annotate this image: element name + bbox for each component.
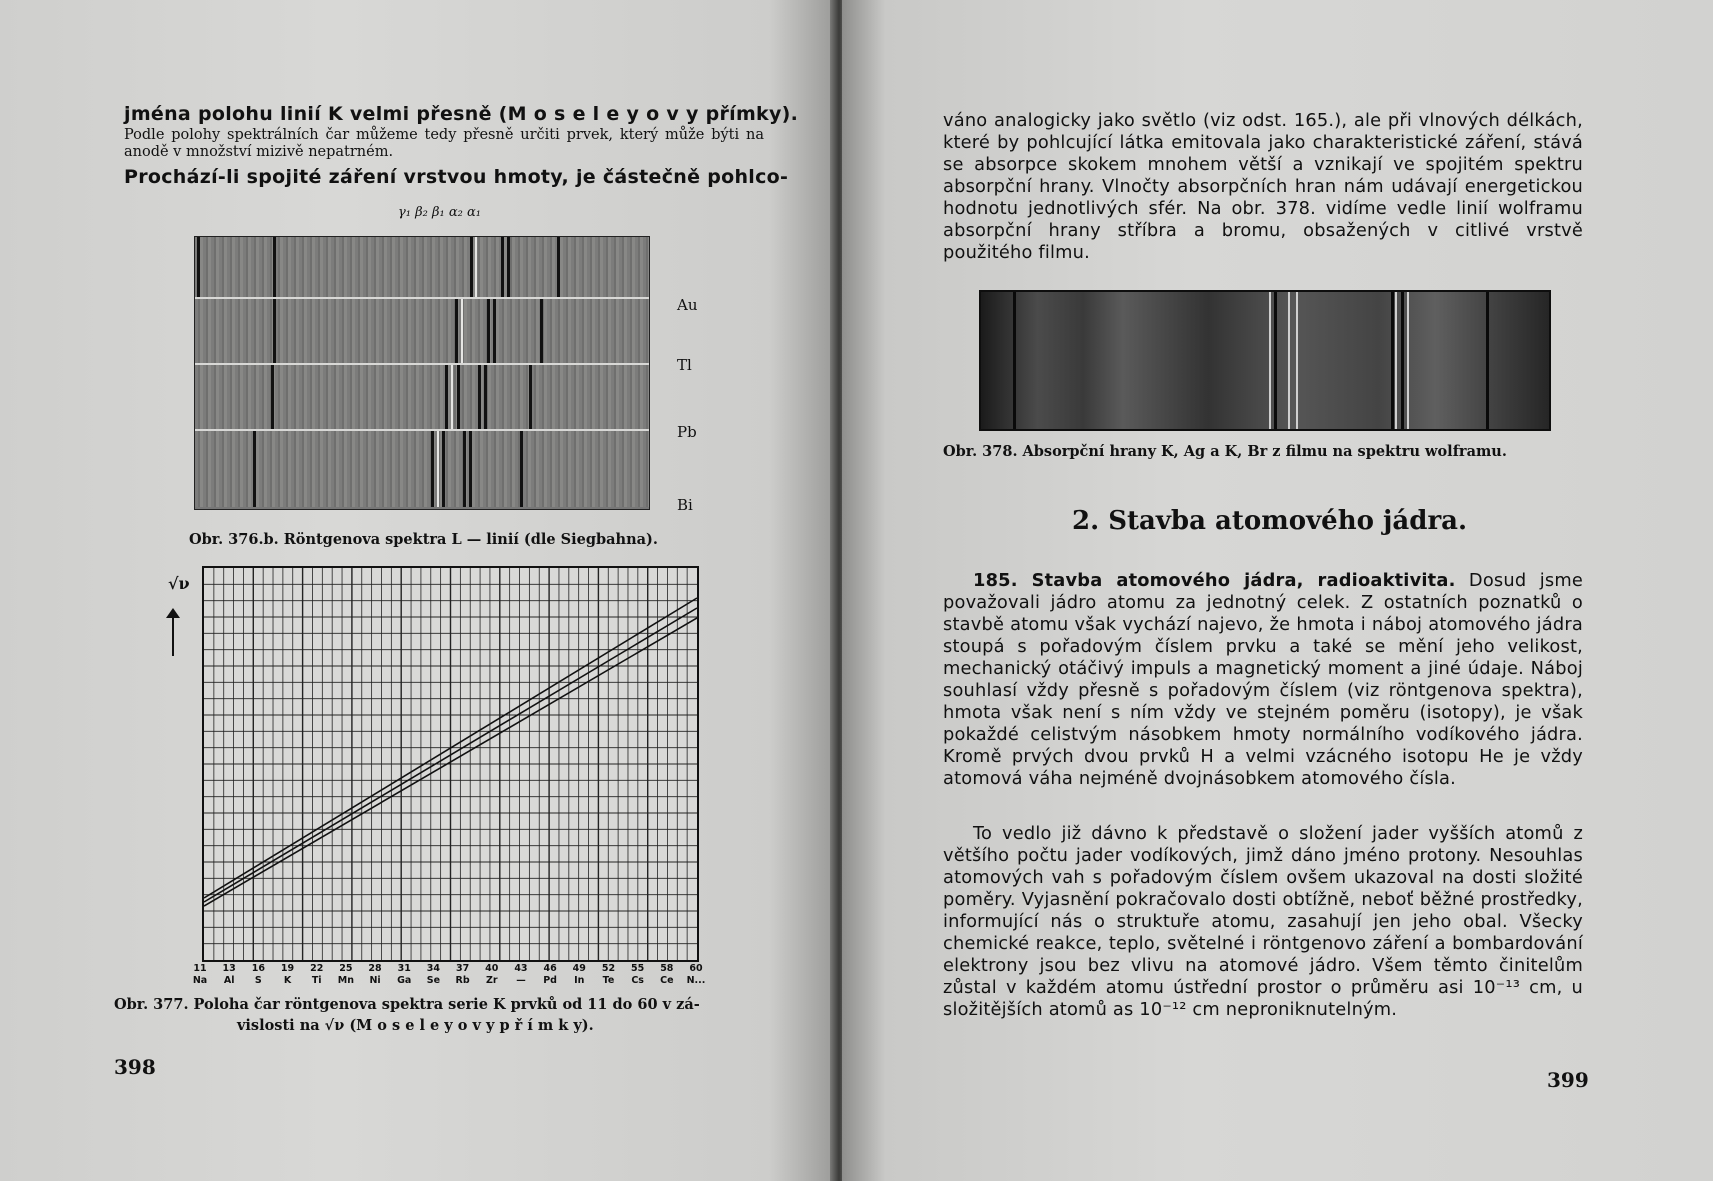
x-tick-element: Se [426,975,441,986]
x-tick-number: 34 [426,963,441,974]
x-tick-number: 31 [397,963,411,974]
spectral-line-labels: γ₁ β₂ β₁ α₂ α₁ [398,205,481,220]
left-small-paragraph: Podle polohy spektrálních čar můžeme tedy přesně určiti prvek, který může býti na anodě v množství mizivě nepatrném. [124,127,764,160]
page-number-right: 399 [1547,1068,1589,1092]
x-tick-number: 16 [251,963,265,974]
absorption-film-figure-378 [979,290,1551,431]
x-tick-element: S [254,975,262,986]
x-tick-number: 52 [601,963,616,974]
right-paragraph-1-text: váno analogicky jako světlo (viz odst. 165.), ale při vlnových délkách, které by pohlcující látka emitovala jako charakteristické záření, stává se absorpce skokem mnohem větší a vznikají ve spojitém spektru absorpční hrany. Vlnočty absorpčních hran nám udávají energetickou hodnotu jednotlivých sfér. Na obr. 378. vidíme vedle linií wolframu absorpční hrany stříbra a bromu, obsažených v citlivé vrstvě použitého filmu. [943,110,1583,263]
y-axis-label: √ν [168,574,190,593]
x-tick-number: 11 [193,963,207,974]
figure-377-caption-line-2: vislosti na √ν (M o s e l e y o v y p ř í m k y). [237,1017,594,1034]
figure-378-caption: Obr. 378. Absorpční hrany K, Ag a K, Br z filmu na spektru wolframu. [943,443,1507,460]
spectrum-strip-pb [195,365,649,431]
right-paragraph-3-text: To vedlo již dávno k představě o složení jader vyšších atomů z většího počtu jader vodíkových, jimž dáno jméno protony. Nesouhlas atomových vah s pořadovým číslem ovšem ukazoval na dosti složité poměry. Vyjasnění pokračovalo dosti obtížně, neboť běžné prostředky, informující nás o struktuře atomu, zasahují jen jeho obal. Všecky chemické reakce, teplo, světelné i röntgenovo záření a bombardování elektrony jsou bez vlivu na atomové jádro. Všem těmto činitelům zůstal v každém atomu ústřední prostor o průměru asi 10⁻¹³ cm, u složitějších atomů as 10⁻¹² cm neproniknutelným. [943,823,1583,1020]
spectrum-strip-tl [195,299,649,365]
page-number-left: 398 [114,1055,156,1079]
element-label-au: Au [677,296,698,314]
x-tick-element: Ti [311,975,322,986]
spectrum-strip-bi [195,431,649,507]
x-tick-element: Te [602,975,615,986]
x-tick-element: Ce [660,975,674,986]
spectra-figure-376 [194,236,650,510]
x-tick-element: Cs [631,975,644,986]
right-paragraph-3 [943,823,1583,1021]
x-tick-element: In [574,975,585,986]
x-tick-element: Rb [455,975,470,986]
element-label-bi: Bi [677,496,693,514]
arrow-shaft [172,612,174,656]
x-tick-number: 28 [368,963,382,974]
x-tick-number: 46 [543,963,557,974]
x-tick-number: 58 [660,963,674,974]
x-tick-element: Zr [485,975,498,986]
moseley-plot-svg [204,568,697,960]
x-tick-number: 22 [310,963,324,974]
x-tick-element: Pd [543,975,557,986]
element-label-tl: Tl [677,356,692,374]
x-tick-number: 40 [485,963,499,974]
x-tick-number: 43 [514,963,528,974]
x-tick-number: 13 [222,963,236,974]
left-text-line-3: Prochází-li spojité záření vrstvou hmoty, je částečně pohlco- [124,166,789,188]
figure-376-caption: Obr. 376.b. Röntgenova spektra L — linií (dle Siegbahna). [189,531,658,548]
figure-377-caption-line-1: Obr. 377. Poloha čar röntgenova spektra serie K prvků od 11 do 60 v zá- [114,996,700,1013]
section-heading: 2. Stavba atomového jádra. [1072,506,1468,536]
x-tick-number: 55 [631,963,645,974]
left-text-line-1: jména polohu linií K velmi přesně (M o s e l e y o v y přímky). [124,103,799,125]
x-tick-element: Na [192,975,208,986]
x-tick-number: 60 [689,963,703,974]
x-tick-number: 25 [339,963,353,974]
paragraph-185-body: Dosud jsme považovali jádro atomu za jednotný celek. Z ostatních poznatků o stavbě atomu však vychází najevo, že hmota i náboj atomového jádra stoupá s pořadovým číslem prvku a také se mění jeho velikost, mechanický otáčivý impuls a magnetický moment a jiné údaje. Náboj souhlasí vždy přesně s pořadovým číslem (viz röntgenova spektra), hmota však není s ním vždy ve stejném poměru (isotopy), je však pokaždé celistvým násobkem hmoty normálního vodíkového jádra. Kromě prvých dvou prvků H a velmi vzácného isotopu He je vždy atomová váha nejméně dvojnásobkem atomového čísla. [943,570,1583,789]
x-tick-number: 19 [280,963,295,974]
spectrum-strip-au [195,237,649,299]
x-tick-element: — [516,975,526,986]
x-tick-element: Al [223,975,235,986]
x-tick-element: Ni [369,975,381,986]
right-paragraph-2 [943,570,1583,790]
left-page [0,0,836,1181]
paragraph-185-heading: 185. Stavba atomového jádra, radioaktivita. [973,570,1456,591]
element-label-pb: Pb [677,423,697,441]
moseley-plot [202,566,699,962]
x-tick-number: 49 [572,963,586,974]
x-tick-number: 37 [455,963,470,974]
right-paragraph-1 [943,110,1583,264]
x-tick-element: Mn [337,975,354,986]
x-tick-element: K [283,975,292,986]
x-tick-element: N... [686,975,706,986]
x-tick-element: Ga [397,975,412,986]
